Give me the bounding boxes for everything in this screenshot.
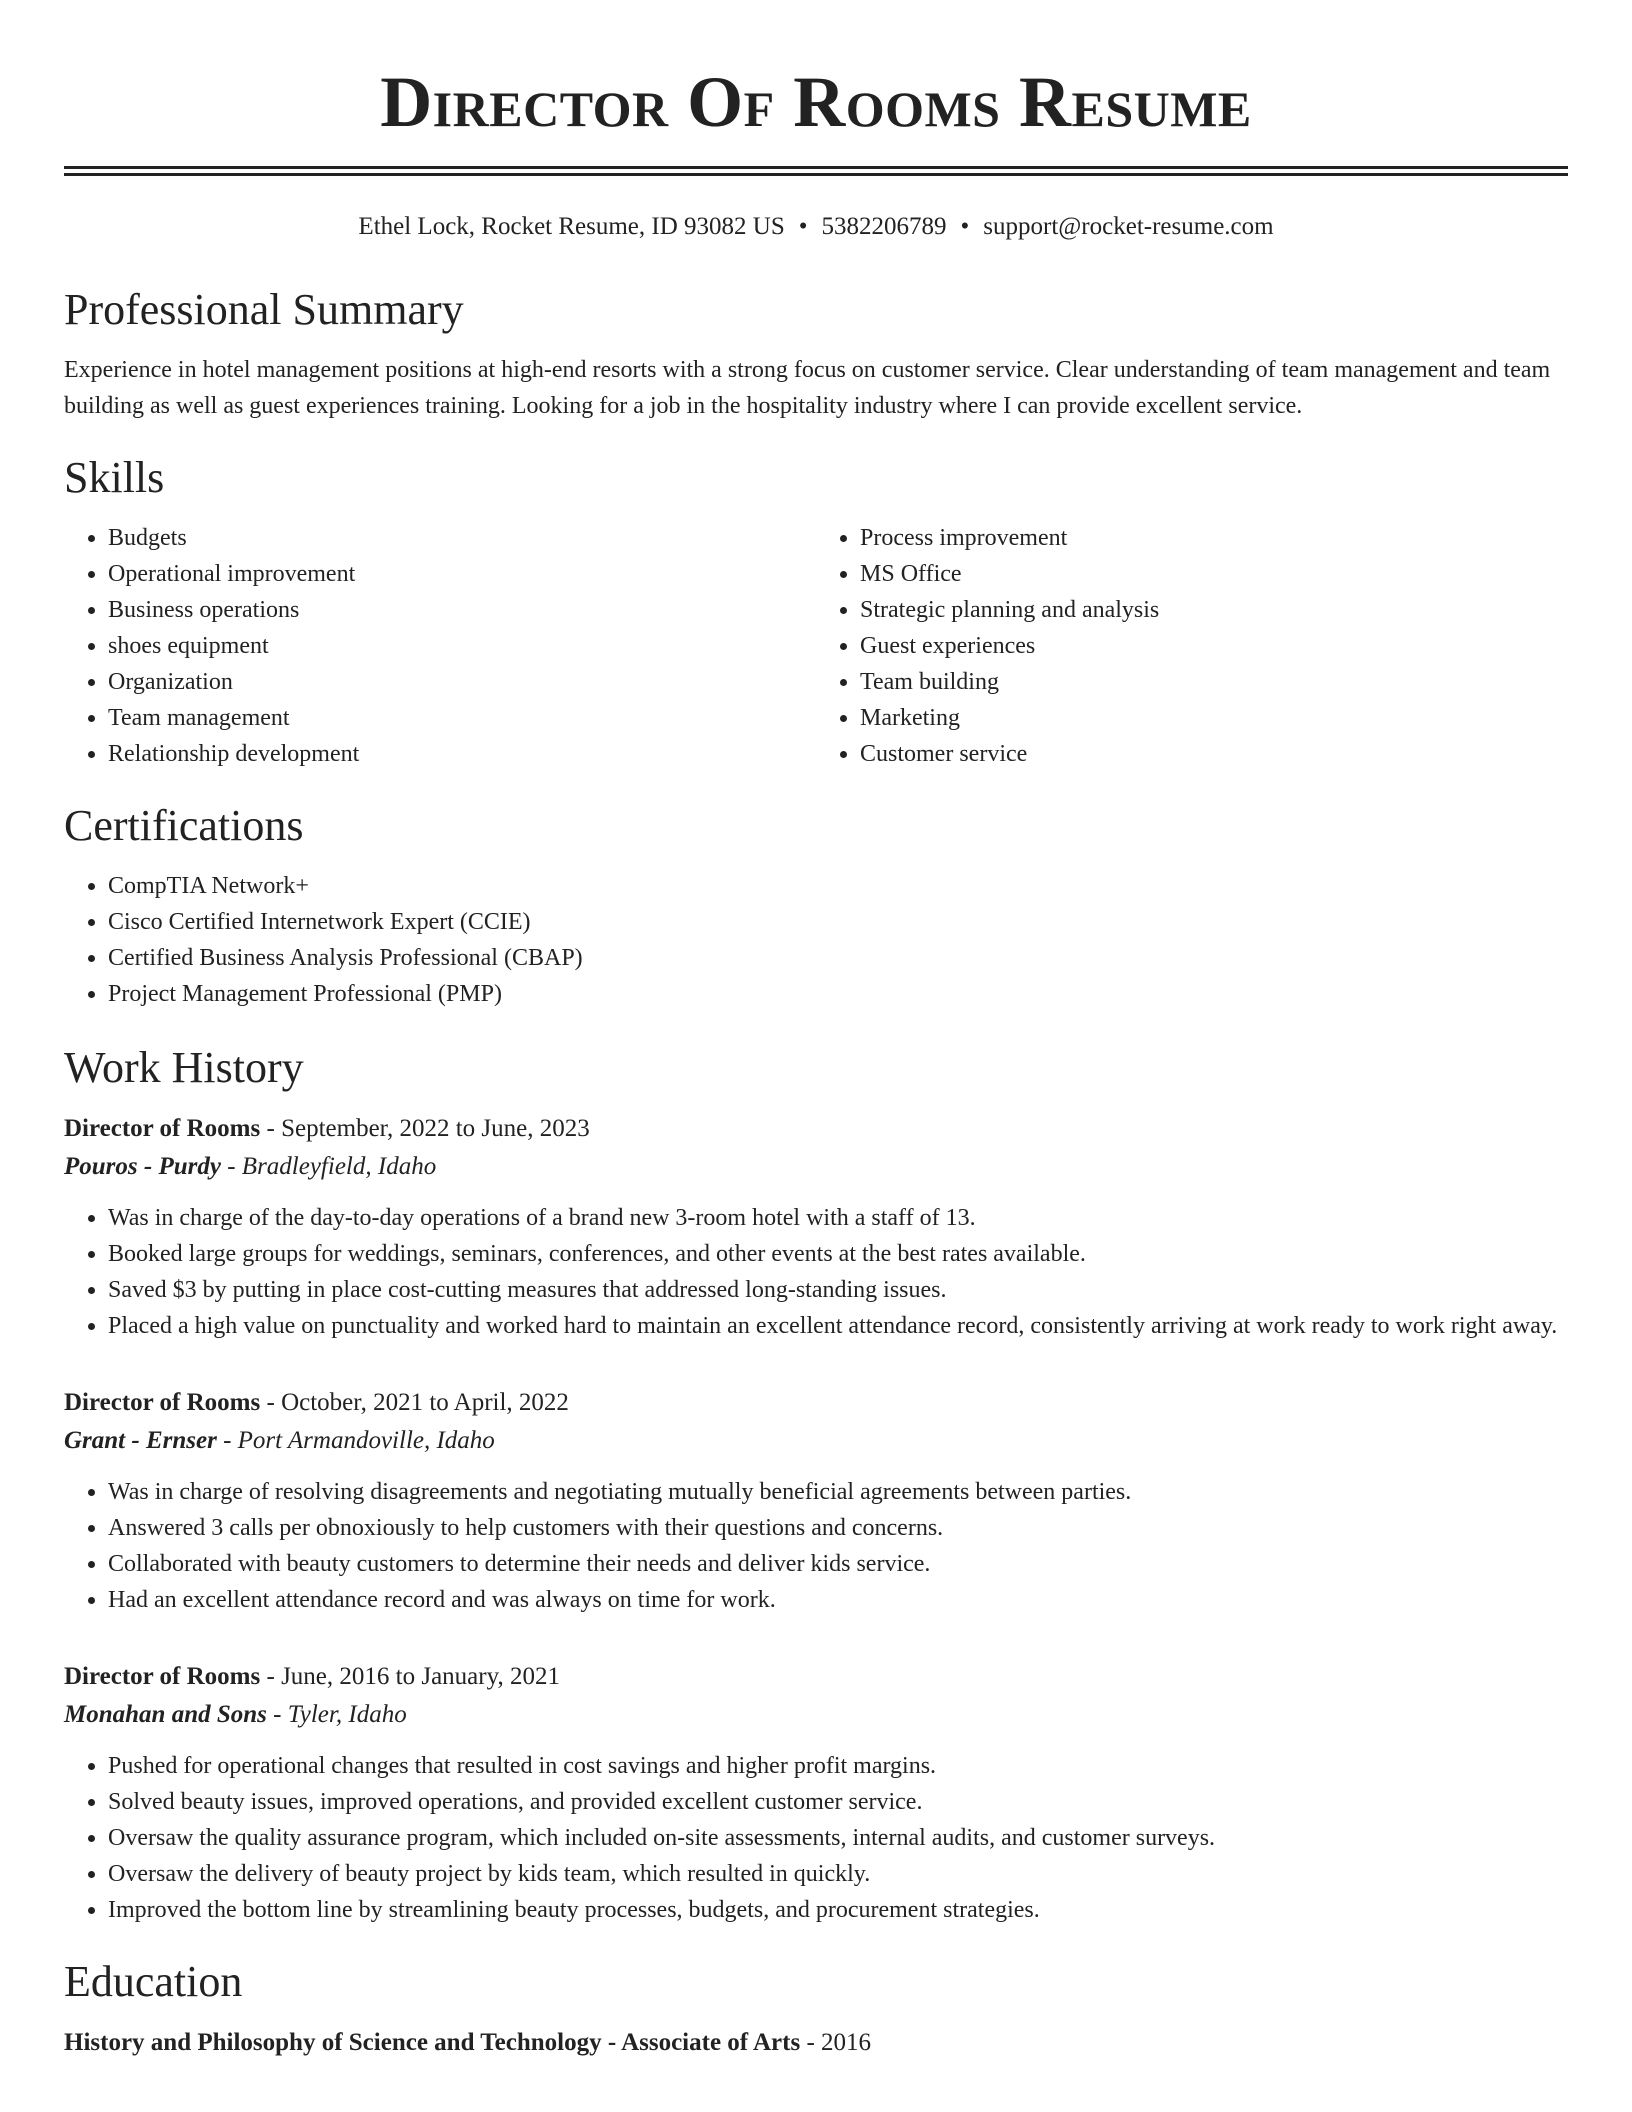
job-entry <box>64 1110 1568 1344</box>
job-company-line <box>64 1422 1568 1460</box>
job-bullet: • Oversaw the delivery of beauty project by kids team, which resulted in quickly. <box>108 1856 1568 1892</box>
job-dates: September, 2022 to June, 2023 <box>281 1115 590 1142</box>
education-field: History and Philosophy of Science and Technology <box>64 2029 602 2056</box>
job-bullet: • Collaborated with beauty customers to determine their needs and deliver kids service. <box>108 1546 1568 1582</box>
job-bullet: • Answered 3 calls per obnoxiously to help customers with their questions and concerns. <box>108 1510 1568 1546</box>
job-location: Port Armandoville, Idaho <box>237 1427 495 1454</box>
education-separator: - <box>800 2029 822 2056</box>
contact-email: support@rocket-resume.com <box>983 213 1274 240</box>
education-year: 2016 <box>821 2029 872 2056</box>
job-title: Director of Rooms <box>64 1663 261 1690</box>
skill-item: • Budgets <box>108 520 816 556</box>
job-bullet: • Saved $3 by putting in place cost-cutting measures that addressed long-standing issues. <box>108 1272 1568 1308</box>
job-bullet: • Solved beauty issues, improved operations, and provided excellent customer service. <box>108 1784 1568 1820</box>
job-separator: - <box>216 1427 238 1454</box>
contact-line <box>64 210 1568 244</box>
work-history-heading: Work History <box>64 1043 304 1092</box>
job-separator: - <box>260 1663 282 1690</box>
job-bullet: • Placed a high value on punctuality and worked hard to maintain an excellent attendance record, consistently arriving at work ready to work right away. <box>108 1308 1568 1344</box>
resume-title: Director Of Rooms Resume <box>380 62 1252 142</box>
certifications-heading: Certifications <box>64 801 304 850</box>
job-bullet: • Improved the bottom line by streamlining beauty processes, budgets, and procurement strategies. <box>108 1892 1568 1928</box>
job-bullet: • Pushed for operational changes that resulted in cost savings and higher profit margins. <box>108 1748 1568 1784</box>
job-company: Monahan and Sons <box>64 1701 267 1728</box>
job-separator: - <box>260 1389 282 1416</box>
skill-item: • Guest experiences <box>860 628 1568 664</box>
job-bullet: • Booked large groups for weddings, seminars, conferences, and other events at the best rates available. <box>108 1236 1568 1272</box>
skill-item: • Organization <box>108 664 816 700</box>
job-company-line <box>64 1696 1568 1734</box>
skill-item: • shoes equipment <box>108 628 816 664</box>
job-title-line <box>64 1110 1568 1148</box>
job-bullets <box>64 1748 1568 1928</box>
job-bullet: • Was in charge of resolving disagreements and negotiating mutually beneficial agreements between parties. <box>108 1474 1568 1510</box>
skill-item: • Strategic planning and analysis <box>860 592 1568 628</box>
job-entry <box>64 1384 1568 1618</box>
job-title: Director of Rooms <box>64 1389 261 1416</box>
job-location: Bradleyfield, Idaho <box>241 1153 437 1180</box>
skills-heading: Skills <box>64 453 165 502</box>
job-bullet: • Had an excellent attendance record and was always on time for work. <box>108 1582 1568 1618</box>
job-title-line <box>64 1658 1568 1696</box>
title-divider <box>64 166 1568 176</box>
skill-item: • Relationship development <box>108 736 816 772</box>
certifications-list <box>64 868 1568 1012</box>
education-degree: Associate of Arts <box>621 2029 801 2056</box>
job-company-line <box>64 1148 1568 1186</box>
education-entry <box>64 2024 1568 2062</box>
job-entry <box>64 1658 1568 1928</box>
skills-list-right <box>816 520 1568 772</box>
job-bullet: • Was in charge of the day-to-day operations of a brand new 3-room hotel with a staff of 13. <box>108 1200 1568 1236</box>
job-separator: - <box>260 1115 282 1142</box>
job-separator: - <box>220 1153 242 1180</box>
skill-item: • Operational improvement <box>108 556 816 592</box>
certification-item: • Cisco Certified Internetwork Expert (CCIE) <box>108 904 1568 940</box>
certification-item: • CompTIA Network+ <box>108 868 1568 904</box>
job-bullets <box>64 1474 1568 1618</box>
job-dates: October, 2021 to April, 2022 <box>281 1389 569 1416</box>
skill-item: • Business operations <box>108 592 816 628</box>
job-bullet: • Oversaw the quality assurance program, which included on-site assessments, internal audits, and customer surveys. <box>108 1820 1568 1856</box>
job-company: Pouros - Purdy <box>64 1153 221 1180</box>
job-title-line <box>64 1384 1568 1422</box>
job-location: Tyler, Idaho <box>287 1701 407 1728</box>
education-separator: - <box>601 2029 622 2056</box>
skill-item: • Team building <box>860 664 1568 700</box>
skill-item: • Team management <box>108 700 816 736</box>
job-bullets <box>64 1200 1568 1344</box>
contact-separator: • <box>960 213 970 240</box>
skills-list-left <box>64 520 816 772</box>
summary-text: Experience in hotel management positions at high-end resorts with a strong focus on customer service. Clear understanding of team management and team building as well as guest experiences training. Looking for a job in the hospitality industry where I can provide excellent service. <box>64 357 1551 419</box>
skill-item: • Marketing <box>860 700 1568 736</box>
contact-address: Ethel Lock, Rocket Resume, ID 93082 US <box>358 213 785 240</box>
job-company: Grant - Ernser <box>64 1427 217 1454</box>
education-heading: Education <box>64 1957 243 2006</box>
job-title: Director of Rooms <box>64 1115 261 1142</box>
skill-item: • MS Office <box>860 556 1568 592</box>
skill-item: • Customer service <box>860 736 1568 772</box>
job-dates: June, 2016 to January, 2021 <box>281 1663 560 1690</box>
summary-heading: Professional Summary <box>64 285 464 334</box>
skill-item: • Process improvement <box>860 520 1568 556</box>
job-separator: - <box>266 1701 288 1728</box>
contact-separator: • <box>798 213 808 240</box>
contact-phone: 5382206789 <box>821 213 947 240</box>
skills-columns <box>64 520 1568 772</box>
certification-item: • Project Management Professional (PMP) <box>108 976 1568 1012</box>
certification-item: • Certified Business Analysis Professional (CBAP) <box>108 940 1568 976</box>
